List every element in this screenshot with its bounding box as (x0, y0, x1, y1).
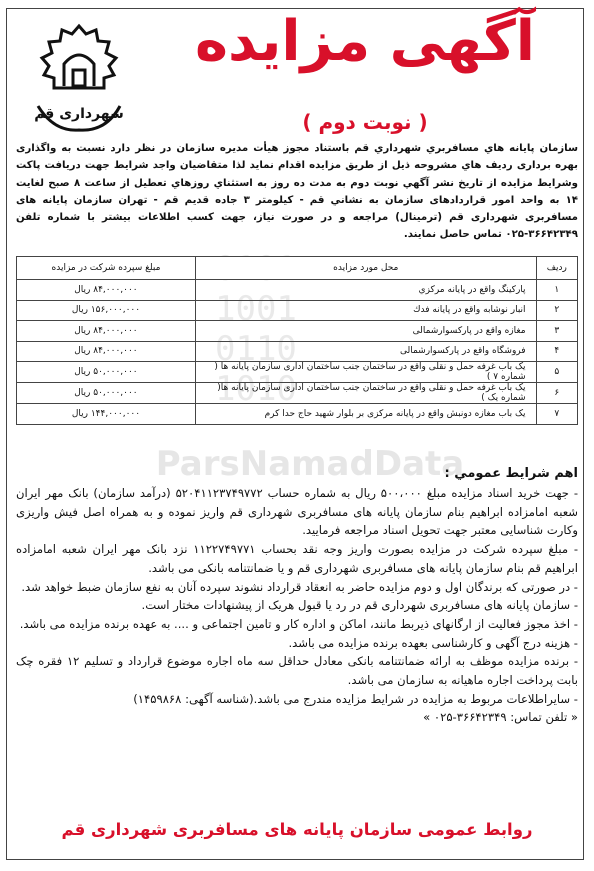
logo-text: شهرداری قم (34, 106, 124, 122)
condition-item: - در صورتی که برندگان اول و دوم مزایده حاضر به انعقاد قرارداد نشوند سپرده آنان به نفع سازمان ضبط خواهد شد. (21, 579, 578, 594)
header-row-number: رديف (536, 257, 577, 280)
table-row (17, 383, 578, 404)
watermark-text: ParsNamadData (155, 444, 465, 484)
municipality-logo (24, 20, 134, 140)
svg-text:1010: 1010 (215, 369, 297, 409)
condition-item: - سایراطلاعات مربوط به مزایده در شرایط مزایده مندرج می باشد.(شناسه آگهی: ۱۴۵۹۸۶۸) (133, 691, 578, 706)
row-number: ۴ (536, 341, 577, 362)
table-row (17, 341, 578, 362)
general-conditions (16, 464, 578, 727)
row-number: ۶ (536, 383, 577, 404)
table-row (17, 321, 578, 342)
row-number: ۱ (536, 280, 577, 301)
header-deposit: مبلغ سپرده شركت در مزايده (17, 257, 196, 280)
condition-item: - مبلغ سپرده شرکت در مزایده بصورت واریز وجه نقد بحساب ۱۱۲۲۷۴۹۷۷۱ نزد بانک مهر ایران شعبه امامزاده ابراهیم قم بنام سازمان پایانه های مسافربری شهرداری قم و یا ضمانتنامه بانکی می باشد. (16, 542, 579, 575)
row-deposit: ۸۴,۰۰۰,۰۰۰ ريال (17, 321, 196, 342)
auction-items-table (16, 256, 578, 425)
svg-text:1001: 1001 (215, 289, 297, 329)
condition-item: - اخذ مجوز فعالیت از ارگانهای ذیربط مانند، اماکن و اداره کار و تامین اجتماعی و .... به عهده برنده مزایده می باشد. (19, 616, 578, 631)
row-location: پاركينگ واقع در پايانه مركزي (195, 280, 536, 301)
row-location: یک باب غرفه حمل و نقلی واقع در ساختمان جنب ساختمان اداری سازمان پایانه ها ( شماره ۷ ) (195, 362, 536, 383)
header-location: محل مورد مزايده (195, 257, 536, 280)
row-number: ۳ (536, 321, 577, 342)
row-deposit: ۱۴۴,۰۰۰,۰۰۰ ريال (17, 404, 196, 425)
conditions-heading: اهم شرايط عمومي : (444, 466, 578, 481)
footer-public-relations: روابط عمومی سازمان پایانه های مسافربری شهرداری قم (61, 820, 533, 839)
table-row (17, 280, 578, 301)
row-deposit: ۸۴,۰۰۰,۰۰۰ ريال (17, 341, 196, 362)
row-location: یک باب غرفه حمل و نقلی واقع در ساختمان جنب ساختمان اداری سازمان پایانه ها( شماره یک ) (195, 383, 536, 404)
notice-title: آگهی مزایده (194, 9, 536, 74)
table-row (17, 404, 578, 425)
notice-subtitle: ( نوبت دوم ) (302, 110, 428, 134)
row-location: مغازه واقع در پارکسوارشمالی (195, 321, 536, 342)
row-location: فروشگاه واقع در پارکسوارشمالی (195, 341, 536, 362)
row-location: یک باب مغازه دونبش واقع در پایانه مرکزی بر بلوار شهید حاج حدا کرم (195, 404, 536, 425)
svg-text:0110: 0110 (215, 329, 297, 369)
condition-item: - جهت خرید اسناد مزایده مبلغ ۵۰۰،۰۰۰ ریال به شماره حساب ۵۲۰۴۱۱۲۳۷۴۹۷۷۲ (درآمد سازمان) بانک مهر ایران شعبه امامزاده ابراهیم بنام سازمان پایانه های مسافربری شهرداری قم واریز نموده و به همراه اصل فیش واریزی وکارت شناسایی معتبر جهت تحویل اسناد مراجعه فرمایید. (16, 486, 579, 538)
row-deposit: ۱۵۶,۰۰۰,۰۰۰ ريال (17, 300, 196, 321)
row-deposit: ۵۰,۰۰۰,۰۰۰ ريال (17, 362, 196, 383)
row-number: ۲ (536, 300, 577, 321)
table-row (17, 362, 578, 383)
row-deposit: ۵۰,۰۰۰,۰۰۰ ريال (17, 383, 196, 404)
row-number: ۵ (536, 362, 577, 383)
table-row (17, 300, 578, 321)
row-number: ۷ (536, 404, 577, 425)
intro-paragraph: سازمان پايانه هاي مسافربري شهرداري قم باستناد مجوز هيأت مديره سازمان در نظر دارد نسبت به واگذاری بهره برداری رديف هاي مشروحه ذيل از طريق مزايده اقدام نمايد لذا متقاضيان واجد شرايط جهت دريافت پاكت وشرايط مزايده از تاريخ نشر آگهي نوبت دوم به مدت ده روز به استثناي روزهاي تعطيل از ساعت ۸ صبح لغايت ۱۴ به واحد امور قراردادهای سازمان به نشاني قم - کیلومتر ۳ جاده قدیم قم - تهران سازمان پایانه های مسافربری شهرداری قم (ترمینال) مراجعه و در صورت نیاز، جهت کسب اطلاعات بیشتر با شماره تلفن ۳۶۶۴۲۳۴۹-۰۲۵ تماس حاصل نمايند. (16, 143, 579, 241)
condition-item: - هزینه درج آگهی و کارشناسی بعهده برنده مزایده می باشد. (288, 635, 578, 650)
condition-item: - سازمان پایانه های مسافربری شهرداری قم در رد یا قبول هریک از پیشنهادات مختار است. (141, 598, 578, 613)
row-deposit: ۸۴,۰۰۰,۰۰۰ ريال (17, 280, 196, 301)
contact-phone: « تلفن تماس: ۳۶۶۴۲۳۴۹-۰۲۵ » (423, 710, 578, 725)
row-location: انبار نوشابه واقع در پايانه فدك (195, 300, 536, 321)
table-header-row (17, 257, 578, 280)
condition-item: - برنده مزایده موظف به ارائه ضمانتنامه بانکی معادل حداقل سه ماه اجاره موضوع قرارداد و تسلیم ۱۲ فقره چک بابت پرداخت اجاره ماهیانه به سازمان می باشد. (16, 654, 578, 688)
